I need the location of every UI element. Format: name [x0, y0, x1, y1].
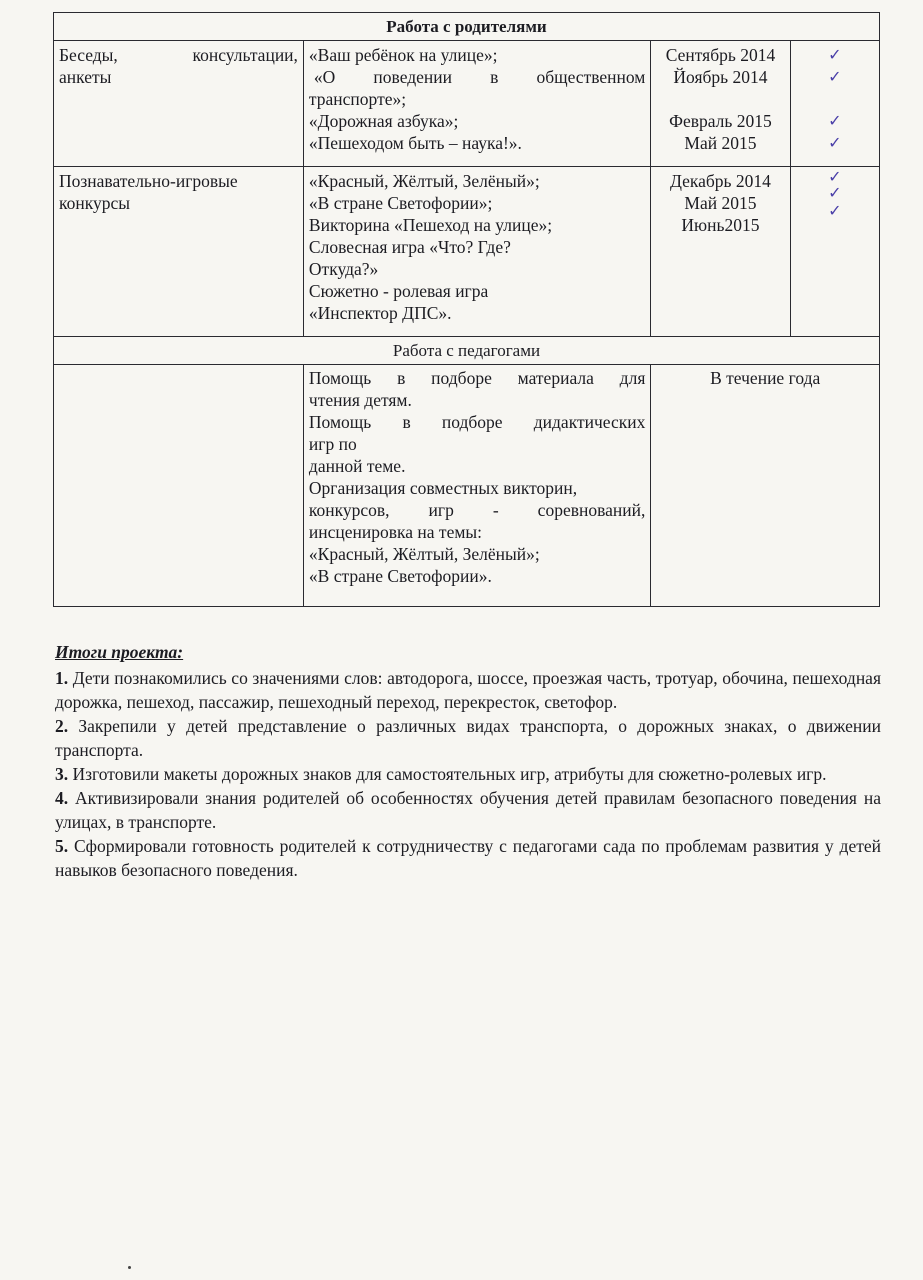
check-gap [796, 88, 874, 110]
topic-line: конкурсов, игр - соревнований, [308, 500, 646, 520]
activity-name-line: конкурсы [59, 193, 131, 213]
topic-line: «Красный, Жёлтый, Зелёный»; [308, 171, 540, 191]
activity-cell-empty [54, 365, 304, 607]
check-mark-icon: ✓ [828, 167, 842, 186]
activity-name-line: анкеты [59, 67, 112, 87]
topic-line: Организация совместных викторин, [308, 478, 578, 498]
dates-cell [651, 167, 790, 337]
topic-line: «Ваш ребёнок на улице»; [308, 45, 498, 65]
project-results [55, 640, 881, 882]
topic-line: Помощь в подборе дидактических [308, 412, 646, 432]
topic-line: «Инспектор ДПС». [308, 303, 452, 323]
result-text: Сформировали готовность родителей к сотрудничеству с педагогами сада по проблемам развития у детей навыков безопасного поведения. [55, 836, 881, 880]
result-number: 2. [55, 716, 69, 736]
date-text: Йоябрь 2014 [673, 67, 768, 87]
topics-cell [303, 365, 650, 607]
topic-line: Сюжетно - ролевая игра [308, 281, 489, 301]
topic-line: «Пешеходом быть – наука!». [308, 133, 522, 153]
topic-line: чтения детям. [308, 390, 412, 410]
topic-line: игр по [308, 434, 357, 454]
date-text: Декабрь 2014 [669, 171, 771, 191]
topic-line: Викторина «Пешеход на улице»; [308, 215, 553, 235]
date-text: Февраль 2015 [669, 111, 772, 131]
topic-line: «В стране Светофории»; [308, 193, 493, 213]
result-item [55, 762, 881, 786]
check-mark-icon: ✓ [828, 111, 842, 130]
plan-table [53, 12, 880, 607]
section-title-parents: Работа с родителями [54, 13, 880, 41]
date-text: Май 2015 [684, 193, 757, 213]
check-mark-icon: ✓ [828, 133, 842, 152]
check-mark-icon: ✓ [828, 201, 842, 220]
result-number: 3. [55, 764, 69, 784]
table-row [54, 41, 880, 167]
dates-cell [651, 41, 790, 167]
results-heading: Итоги проекта: [55, 642, 184, 662]
date-text: Май 2015 [684, 133, 757, 153]
topic-line: инсценировка на темы: [308, 522, 483, 542]
date-text: Сентябрь 2014 [665, 45, 776, 65]
scan-speck [128, 1266, 131, 1269]
topic-line: транспорте»; [308, 89, 407, 109]
result-number: 4. [55, 788, 69, 808]
activity-cell [54, 167, 304, 337]
topic-line: Откуда?» [308, 259, 379, 279]
activity-name-line: Познавательно-игровые [59, 171, 238, 191]
checks-cell [790, 41, 879, 167]
date-gap [656, 88, 784, 110]
check-mark-icon: ✓ [828, 67, 842, 86]
checks-cell [790, 167, 879, 337]
section-header-parents [54, 13, 880, 41]
topic-line: «Красный, Жёлтый, Зелёный»; [308, 544, 540, 564]
topic-line: данной теме. [308, 456, 406, 476]
result-item [55, 714, 881, 762]
section-title-teachers: Работа с педагогами [54, 337, 880, 365]
result-text: Закрепили у детей представление о различных видах транспорта, о дорожных знаках, о движении транспорта. [55, 716, 881, 760]
topics-cell [303, 41, 650, 167]
result-number: 1. [55, 668, 69, 688]
result-item [55, 786, 881, 834]
topic-line: Словесная игра «Что? Где? [308, 237, 511, 257]
topics-cell [303, 167, 650, 337]
check-mark-icon: ✓ [828, 45, 842, 64]
table-row [54, 167, 880, 337]
result-text: Изготовили макеты дорожных знаков для самостоятельных игр, атрибуты для сюжетно-ролевых игр. [68, 764, 827, 784]
topic-line: «В стране Светофории». [308, 566, 492, 586]
table-row [54, 365, 880, 607]
section-header-teachers [54, 337, 880, 365]
activity-name-line: Беседы, консультации, [59, 45, 298, 65]
date-text: В течение года [710, 368, 821, 388]
date-cell [651, 365, 880, 607]
result-item [55, 834, 881, 882]
date-text: Июнь2015 [681, 215, 760, 235]
activity-cell [54, 41, 304, 167]
topic-line: «О поведении в общественном [313, 67, 646, 87]
result-text: Активизировали знания родителей об особенностях обучения детей правилам безопасного поведения на улицах, в транспорте. [55, 788, 881, 832]
topic-line: Помощь в подборе материала для [308, 368, 646, 388]
check-mark-icon: ✓ [828, 183, 842, 202]
result-text: Дети познакомились со значениями слов: автодорога, шоссе, проезжая часть, тротуар, обочина, пешеходная дорожка, пешеход, пассажир, пешеходный переход, перекресток, светофор. [55, 668, 881, 712]
topic-line: «Дорожная азбука»; [308, 111, 459, 131]
result-number: 5. [55, 836, 69, 856]
result-item [55, 666, 881, 714]
